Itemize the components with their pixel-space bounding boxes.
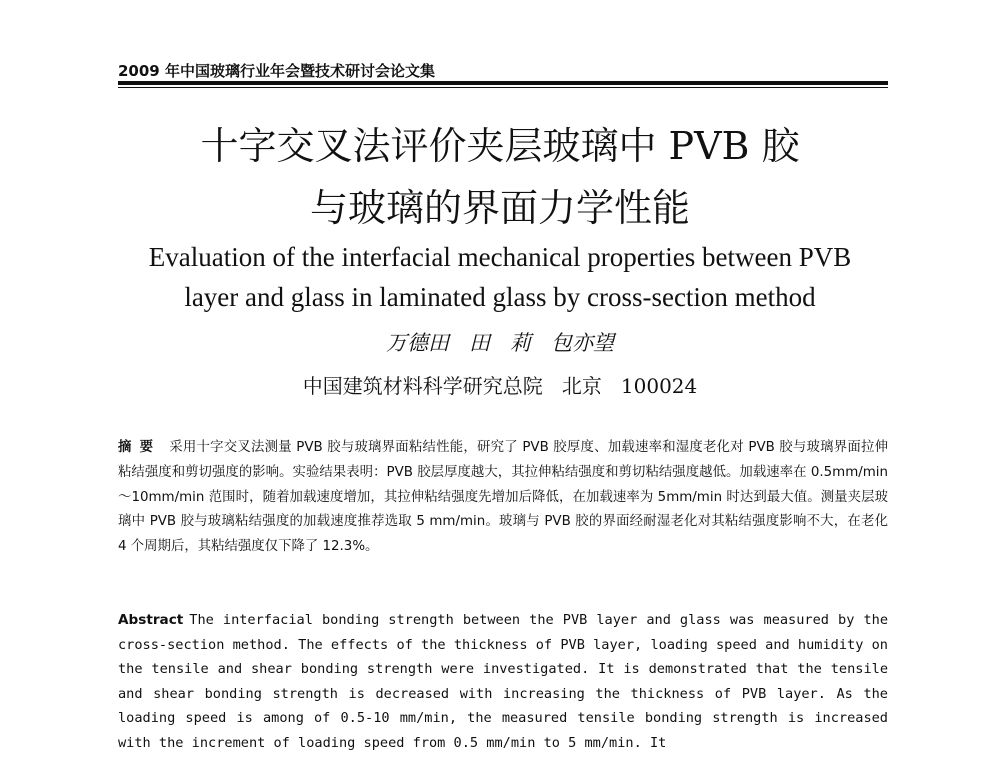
authors: 万德田 田 莉 包亦望 — [385, 331, 615, 355]
abstract-en-label: Abstract — [118, 612, 184, 628]
abstract-cn-text: 采用十字交叉法测量 PVB 胶与玻璃界面粘结性能，研究了 PVB 胶厚度、加载速率和湿度老化对 PVB 胶与玻璃界面拉伸粘结强度和剪切强度的影响。实验结果表明：PVB 胶层厚度越大，其拉伸粘结强度和剪切粘结强度越低。加载速率在 0.5mm/min～10mm/min 范围时，随着加载速度增加，其拉伸粘结强度先增加后降低，在加载速率为 5mm/min 时达到最大值。测量夹层玻璃中 PVB 胶与玻璃粘结强度的加载速度推荐选取 5 mm/min。玻璃与 PVB 胶的界面经耐湿老化对其粘结强度影响不大，在老化 4 个周期后，其粘结强度仅下降了 12.3%。 — [118, 440, 889, 555]
title-cn-line1: 十字交叉法评价夹层玻璃中 PVB 胶 — [200, 124, 800, 168]
affiliation: 中国建筑材料科学研究总院 北京 100024 — [302, 374, 698, 398]
title-en-line2: layer and glass in laminated glass by cross-section method — [184, 282, 816, 312]
abstract-cn — [118, 436, 888, 560]
header-rule-thick — [118, 81, 888, 85]
header-rule-thin — [118, 87, 888, 88]
running-header: 2009 年中国玻璃行业年会暨技术研讨会论文集 — [118, 62, 435, 80]
abstract-cn-label: 摘要 — [118, 440, 162, 455]
title-cn-line2: 与玻璃的界面力学性能 — [309, 186, 690, 230]
title-en-line1: Evaluation of the interfacial mechanical properties between PVB — [148, 242, 852, 272]
abstract-en-text: The interfacial bonding strength between the PVB layer and glass was measured by the cross-section method. The effects of the thickness of PVB layer, loading speed and humidity on the tensile and shear bonding strength were investigated. It is demonstrated that the tensile and shear bonding strength is decreased with increasing the thickness of PVB layer. As the loading speed is among of 0.5-10 mm/min, the measured tensile bonding strength is increased with the increment of loading speed from 0.5 mm/min to 5 mm/min. It — [118, 612, 888, 751]
abstract-en — [118, 608, 888, 756]
